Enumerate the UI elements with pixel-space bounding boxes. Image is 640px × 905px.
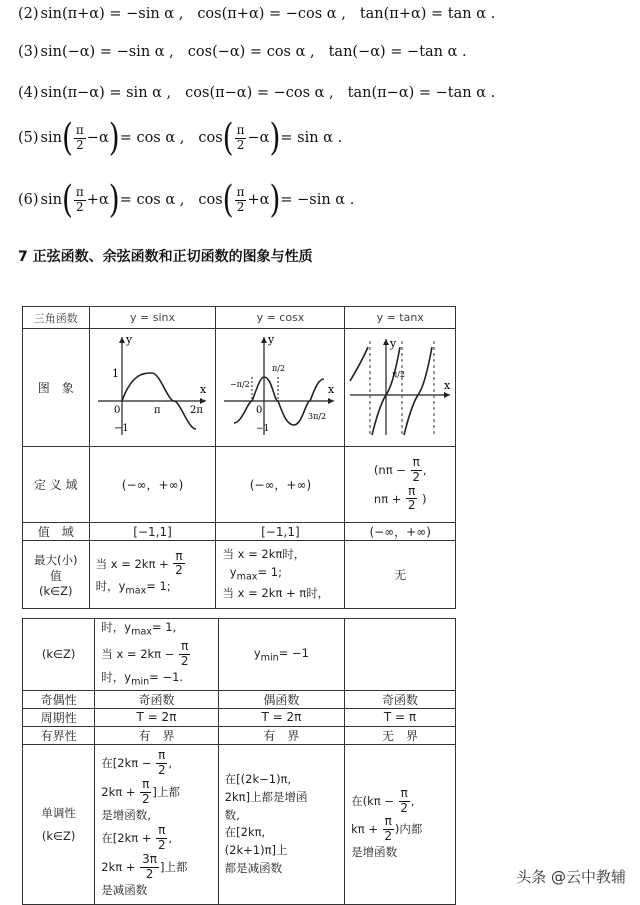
formula-row-3 [18,44,481,60]
header-cell: y = cosx [216,307,345,329]
row-label: 值 域 [23,523,90,541]
tick-label: π [153,405,161,416]
formula-index: (3) [18,44,39,60]
cos-word: cos [198,130,223,147]
trig-properties-table-bottom [22,618,456,905]
axis-label-x: x [199,383,206,396]
cos-min-cell: $y_{min}= -1$ [218,619,344,691]
cell: 无 [345,541,456,609]
cell: [−1,1] [89,523,216,541]
tan-graph [346,331,454,441]
row-label: 最大(小) 值 (k∈Z) [23,541,90,609]
axis-label-y: y [390,337,397,350]
paren-open: ( [61,115,73,160]
header-cell: y = tanx [345,307,456,329]
plus-alpha: +α [86,192,109,209]
paren-close: ) [269,177,281,222]
cos-word: cos [198,192,223,209]
tick-label: π/2 [272,364,286,373]
cell [345,619,456,691]
section-title: 7 正弦函数、余弦函数和正切函数的图象与性质 [18,249,313,265]
header-cell: 三角函数 [23,307,90,329]
formula-index: (4) [18,85,39,101]
minus-alpha: −α [247,130,270,147]
formula-index: (2) [18,6,39,22]
cell: 有 界 [218,726,344,744]
paren-close: ) [108,115,120,160]
table-row [23,523,456,541]
cos-max-cell: 当 x = 2kπ时， $y_{max}= 1$; 当 x = 2kπ + π时， [216,541,345,609]
cell: (−∞，+∞) [89,447,216,523]
formula-row-5 [18,115,343,160]
cell: T = 2π [218,708,344,726]
formula-rhs: = −sin α . [280,192,355,209]
formula-index: (6) [18,192,39,209]
table-row [23,708,456,726]
cos-graph [220,331,340,441]
table-row [23,307,456,329]
row-label: 有界性 [23,726,95,744]
formula-row-4 [18,85,509,101]
fraction-pi-over-2: $\frac{\pi}{2}$ [236,185,245,214]
table-row [23,744,456,904]
paren-open: ( [61,177,73,222]
formula-part: sin(π−α) = sin α , [40,85,172,101]
paren-close: ) [108,177,120,222]
cell: (−∞，+∞) [345,523,456,541]
axis-label-x: x [444,379,451,392]
trig-properties-table-top [22,306,456,609]
tick-label: 1 [111,367,119,380]
formula-part: tan(π−α) = −tan α . [347,85,496,101]
formula-part: tan(−α) = −tan α . [328,44,467,60]
sin-mono-cell: 在[2kπ − $\frac{\pi}{2}$ , 2kπ + $\frac{\pi}{2}$ ]上都 是增函数, 在[2kπ + $\frac{\pi}{2}$ , 2kπ + $\frac{3\pi}{2}$ ]上都 是减函数 [95,744,218,904]
sin-max-cell: 当 x = 2kπ + $\frac{\pi}{2}$ 时，$y_{max}= 1$; [89,541,216,609]
cell: 无 界 [345,726,456,744]
cell: 有 界 [95,726,218,744]
minus-alpha: −α [86,130,109,147]
cos-graph-cell [216,329,345,447]
tan-domain-line: (nπ − $\frac{\pi}{2}$ , [373,454,427,484]
formula-index: (5) [18,130,39,147]
tick-label: 3π/2 [308,412,327,421]
paren-open: ( [222,177,234,222]
axis-label-y: y [268,333,275,346]
cell: (−∞，+∞) [216,447,345,523]
table-row [23,690,456,708]
fraction-pi-over-2: $\frac{\pi}{2}$ [236,123,245,152]
fraction-pi-over-2: $\frac{\pi}{2}$ [75,123,84,152]
formula-part: cos(−α) = cos α , [187,44,315,60]
cell: 奇函数 [345,690,456,708]
table-row [23,447,456,523]
tick-label: −1 [256,424,270,434]
row-label: 定 义 域 [23,447,90,523]
row-label: 周期性 [23,708,95,726]
cell: 偶函数 [218,690,344,708]
tan-domain-line: nπ + $\frac{\pi}{2}$ ) [373,483,427,513]
tan-mono-cell: 在(kπ − $\frac{\pi}{2}$ , kπ + $\frac{\pi}{2}$ )内都 是增函数 [345,744,456,904]
paren-open: ( [222,115,234,160]
table-row [23,329,456,447]
table-row [23,726,456,744]
watermark: 头条 @云中教辅 [516,868,626,886]
axis-label-x: x [328,383,335,396]
tan-graph-cell [345,329,456,447]
formula-rhs: = cos α , [119,192,185,209]
header-cell: y = sinx [89,307,216,329]
sin-graph-cell [89,329,216,447]
fraction-pi-over-2: $\frac{\pi}{2}$ [75,185,84,214]
axis-label-y: y [125,333,132,346]
row-label: 单调性 (k∈Z) [23,744,95,904]
table-row [23,619,456,691]
tick-label: −π/2 [230,380,251,389]
table-row [23,541,456,609]
formula-part: cos(π−α) = −cos α , [185,85,334,101]
formula-part: sin(π+α) = −sin α , [40,6,184,22]
tick-label: −1 [113,423,129,434]
formula-part: sin(−α) = −sin α , [40,44,174,60]
tick-label: 0 [256,405,263,416]
formula-rhs: = cos α , [119,130,185,147]
tan-domain-cell [345,447,456,523]
plus-alpha: +α [247,192,270,209]
cos-mono-cell: 在[(2k−1)π, 2kπ]上都是增函 数, 在[2kπ, (2k+1)π]上 都是减函数 [218,744,344,904]
paren-close: ) [269,115,281,160]
row-label: 图 象 [23,329,90,447]
cell: T = π [345,708,456,726]
tick-label: π/2 [392,370,406,379]
formula-part: tan(π+α) = tan α . [359,6,496,22]
tick-label: 2π [189,405,203,416]
cell: T = 2π [95,708,218,726]
formula-rhs: = sin α . [280,130,343,147]
tick-label: 0 [113,405,120,416]
formula-row-2 [18,6,509,22]
formula-part: cos(π+α) = −cos α , [197,6,346,22]
sin-word: sin [40,130,62,147]
row-label: (k∈Z) [23,619,95,691]
formula-row-6 [18,177,355,222]
row-label: 奇偶性 [23,690,95,708]
cell: 奇函数 [95,690,218,708]
sin-word: sin [40,192,62,209]
cell: [−1,1] [216,523,345,541]
sin-graph [94,331,212,441]
sin-min-cell: 时，$y_{max}= 1$, 当 x = 2kπ − $\frac{\pi}{2}$ 时，$y_{min}= -1$. [95,619,218,691]
